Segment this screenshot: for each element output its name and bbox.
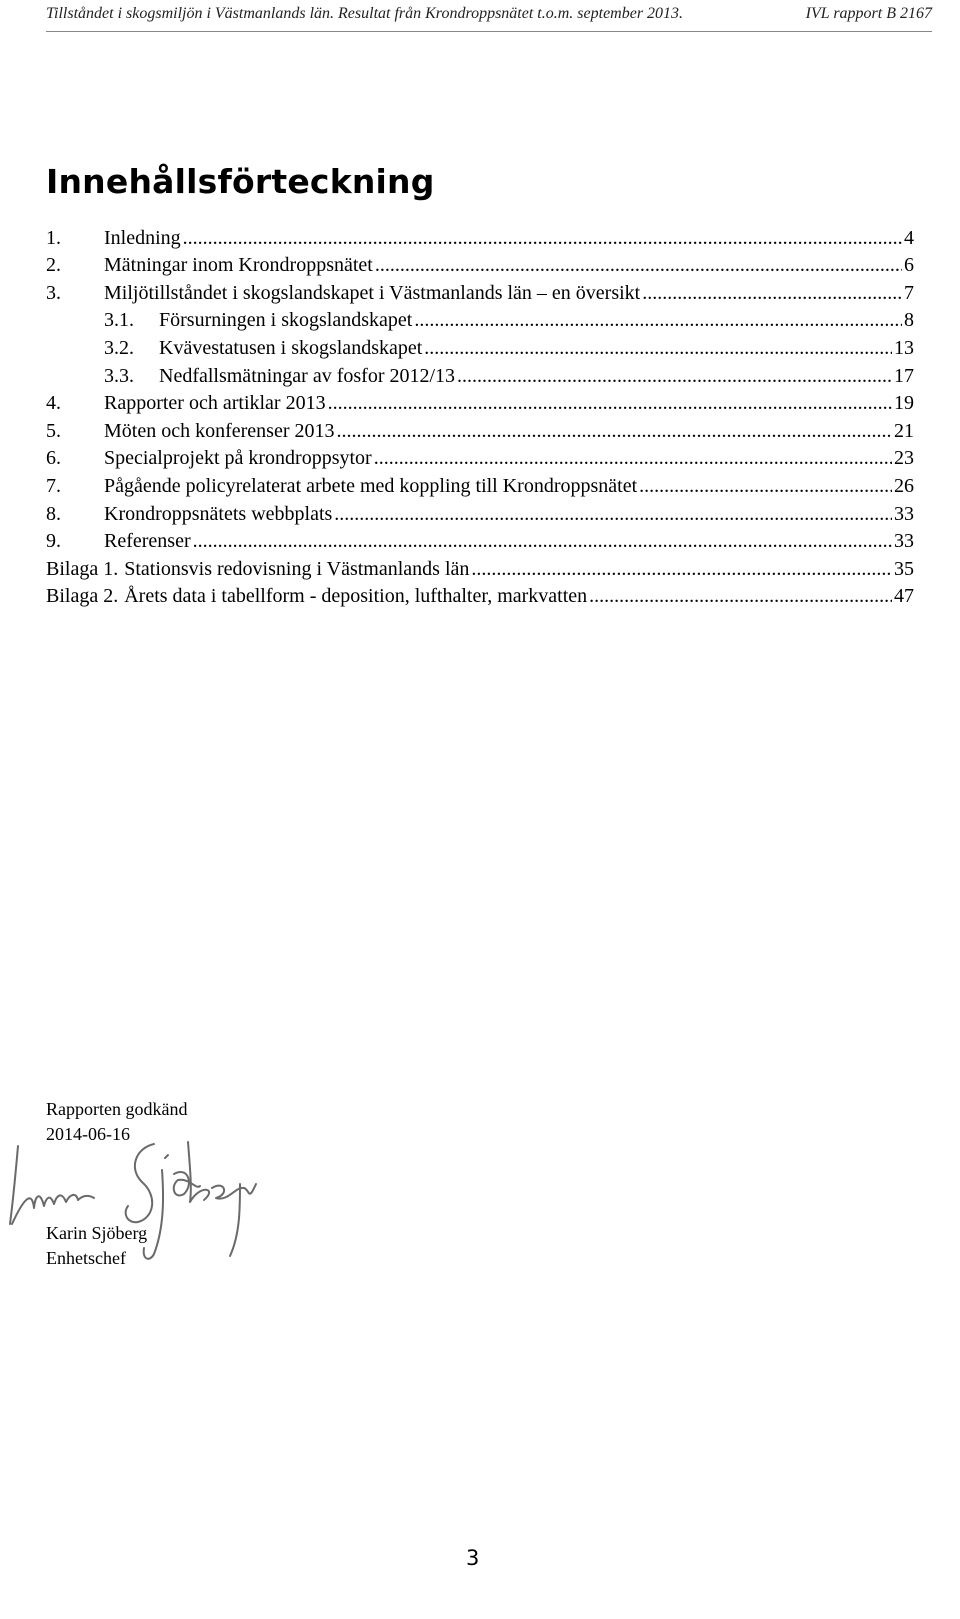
toc-leader-dots xyxy=(374,446,892,470)
toc-entry-number: 4. xyxy=(46,392,61,415)
toc-entry-page: 26 xyxy=(894,474,914,497)
toc-entry-page: 21 xyxy=(894,419,914,442)
toc-entry[interactable] xyxy=(46,553,914,581)
page-number: 3 xyxy=(466,1546,480,1570)
toc-entry-number: Bilaga 2. xyxy=(46,585,119,608)
toc-entry[interactable] xyxy=(46,360,914,388)
toc-entry-number: 3. xyxy=(46,281,61,304)
toc-entry[interactable] xyxy=(46,498,914,526)
toc-entry-page: 7 xyxy=(904,281,914,304)
toc-entry-page: 33 xyxy=(894,530,914,553)
toc-leader-dots xyxy=(328,391,892,415)
toc-leader-dots xyxy=(589,584,892,608)
toc-entry[interactable] xyxy=(46,250,914,278)
page-title: Innehållsförteckning xyxy=(46,162,435,201)
toc-entry[interactable] xyxy=(46,470,914,498)
toc-entry[interactable] xyxy=(46,332,914,360)
toc-entry-title: Inledning xyxy=(104,226,181,249)
toc-entry-title: Kvävestatusen i skogslandskapet xyxy=(159,336,423,359)
toc-entry-page: 4 xyxy=(904,226,914,249)
toc-entry[interactable] xyxy=(46,581,914,609)
toc-entry-page: 8 xyxy=(904,309,914,332)
toc-leader-dots xyxy=(414,308,902,332)
toc-entry-page: 23 xyxy=(894,447,914,470)
toc-entry[interactable] xyxy=(46,526,914,554)
toc-entry-number: 6. xyxy=(46,447,61,470)
toc-leader-dots xyxy=(375,253,902,277)
running-header-left: Tillståndet i skogsmiljön i Västmanlands län. Resultat från Krondroppsnätet t.o.m. september 2013. xyxy=(46,5,684,22)
signer-block xyxy=(46,1221,147,1271)
toc-entry[interactable] xyxy=(46,388,914,416)
toc-leader-dots xyxy=(457,364,892,388)
toc-entry-number: 5. xyxy=(46,419,61,442)
signer-role: Enhetschef xyxy=(46,1248,126,1268)
toc-entry-page: 13 xyxy=(894,336,914,359)
toc-leader-dots xyxy=(639,474,892,498)
toc-entry-number: 1. xyxy=(46,226,61,249)
toc-entry-number: 9. xyxy=(46,530,61,553)
header-divider xyxy=(46,31,932,32)
toc-entry[interactable] xyxy=(46,277,914,305)
toc-entry-title: Specialprojekt på krondroppsytor xyxy=(104,447,372,470)
toc-entry-title: Referenser xyxy=(104,530,191,553)
toc-entry-page: 47 xyxy=(894,585,914,608)
table-of-contents xyxy=(46,222,914,608)
toc-entry-title: Stationsvis redovisning i Västmanlands län xyxy=(124,557,470,580)
toc-entry-title: Nedfallsmätningar av fosfor 2012/13 xyxy=(159,364,456,387)
toc-leader-dots xyxy=(334,502,892,526)
toc-entry-title: Miljötillståndet i skogslandskapet i Västmanlands län – en översikt xyxy=(104,281,641,304)
toc-leader-dots xyxy=(193,529,892,553)
toc-entry-number: 7. xyxy=(46,474,61,497)
toc-entry-number: 3.1. xyxy=(104,309,134,332)
toc-entry-title: Krondroppsnätets webbplats xyxy=(104,502,333,525)
toc-entry-number: 3.2. xyxy=(104,336,134,359)
toc-leader-dots xyxy=(183,226,902,250)
signer-name: Karin Sjöberg xyxy=(46,1223,148,1243)
approval-label: Rapporten godkänd xyxy=(46,1099,188,1119)
toc-entry-title: Rapporter och artiklar 2013 xyxy=(104,392,326,415)
toc-entry[interactable] xyxy=(46,305,914,333)
toc-entry-title: Möten och konferenser 2013 xyxy=(104,419,335,442)
toc-entry-page: 17 xyxy=(894,364,914,387)
toc-entry-title: Årets data i tabellform - deposition, lufthalter, markvatten xyxy=(124,585,588,608)
toc-entry-page: 35 xyxy=(894,557,914,580)
toc-entry[interactable] xyxy=(46,443,914,471)
toc-entry-number: 8. xyxy=(46,502,61,525)
toc-entry[interactable] xyxy=(46,222,914,250)
toc-leader-dots xyxy=(642,281,902,305)
running-header xyxy=(46,2,932,26)
toc-entry-title: Pågående policyrelaterat arbete med koppling till Krondroppsnätet xyxy=(104,474,638,497)
toc-entry-title: Mätningar inom Krondroppsnätet xyxy=(104,254,373,277)
toc-entry-number: 3.3. xyxy=(104,364,134,387)
toc-entry-page: 19 xyxy=(894,392,914,415)
approval-date: 2014-06-16 xyxy=(46,1124,130,1144)
running-header-right: IVL rapport B 2167 xyxy=(805,5,932,22)
toc-leader-dots xyxy=(337,419,893,443)
toc-entry-page: 6 xyxy=(904,254,914,277)
toc-entry[interactable] xyxy=(46,415,914,443)
toc-entry-number: 2. xyxy=(46,254,61,277)
toc-entry-number: Bilaga 1. xyxy=(46,557,119,580)
toc-entry-page: 33 xyxy=(894,502,914,525)
toc-leader-dots xyxy=(424,336,892,360)
toc-entry-title: Försurningen i skogslandskapet xyxy=(159,309,413,332)
toc-leader-dots xyxy=(471,557,892,581)
